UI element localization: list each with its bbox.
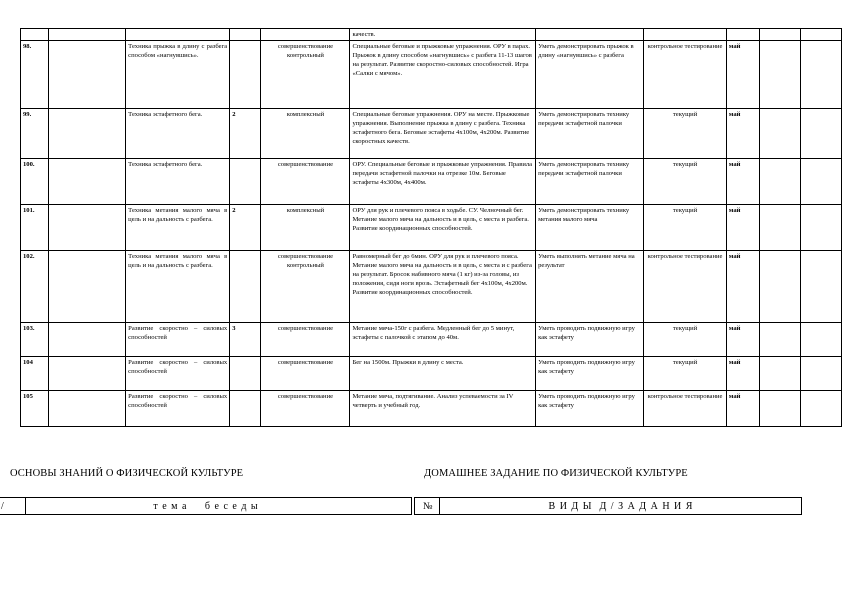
lesson-content: Равномерный бег до 6мин. ОРУ для рук и плечевого пояса. Метание малого мяча на дальность и в цель, с места и с разбега на результат. Бросок набивного мяча (1 кг) из-за головы, из положения, сидя ноги врозь. Эстафетный бег 4х100м, 4х200м. Развитие координационных способностей. — [350, 251, 536, 323]
empty-cell — [48, 357, 126, 391]
empty-cell — [801, 41, 842, 109]
requirements: Уметь проводить подвижную игру как эстафету — [536, 391, 644, 427]
lesson-term: май — [726, 357, 759, 391]
lesson-term: май — [726, 251, 759, 323]
empty-cell — [760, 357, 801, 391]
empty-cell — [760, 159, 801, 205]
empty-cell — [48, 109, 126, 159]
lesson-number: 105 — [21, 391, 49, 427]
empty-cell — [801, 323, 842, 357]
lesson-type: комплексный — [261, 205, 350, 251]
hours-count — [230, 251, 261, 323]
requirements: Уметь демонстрировать технику передачи эстафетной палочки — [536, 159, 644, 205]
homework-number-label: № — [423, 501, 433, 512]
requirements: Уметь демонстрировать технику передачи эстафетной палочки — [536, 109, 644, 159]
lesson-number: 104 — [21, 357, 49, 391]
control-type: текущий — [644, 159, 727, 205]
lesson-number: 102. — [21, 251, 49, 323]
lesson-theme: Развитие скоростно – силовых способностей — [126, 357, 230, 391]
lesson-type: совершенствование контрольный — [261, 41, 350, 109]
control-type: текущий — [644, 109, 727, 159]
empty-cell — [48, 41, 126, 109]
hours-count — [230, 159, 261, 205]
lesson-number: 98. — [21, 41, 49, 109]
lesson-content: ОРУ для рук и плечевого пояса в ходьбе. СУ. Челночный бег. Метание малого мяча на дальность и в цель, с места и разбега. Развитие координационных способностей. — [350, 205, 536, 251]
lesson-content: Специальные беговые упражнения. ОРУ на месте. Прыжковые упражнения. Выполнение прыжка в длину с разбега. Техника эстафетного бега. Беговые эстафеты 4х100м, 4х200м. Развитие скоростных качеств. — [350, 109, 536, 159]
hours-count: 2 — [230, 205, 261, 251]
control-type: контрольное тестирование — [644, 41, 727, 109]
lesson-content: Метание мяча, подтягивание. Анализ успеваемости за IV четверть и учебный год. — [350, 391, 536, 427]
lesson-content: Бег на 1500м. Прыжки в длину с места. — [350, 357, 536, 391]
lesson-type: совершенствование — [261, 159, 350, 205]
lesson-theme: Техника эстафетного бега. — [126, 109, 230, 159]
hours-count: 3 — [230, 323, 261, 357]
lesson-theme: Техника метания малого мяча в цель и на дальность с разбега. — [126, 251, 230, 323]
requirements: Уметь выполнять метание мяча на результат — [536, 251, 644, 323]
hours-count — [230, 357, 261, 391]
requirements: Уметь демонстрировать прыжок в длину «нагнувшись» с разбега — [536, 41, 644, 109]
empty-cell — [801, 205, 842, 251]
empty-cell — [801, 251, 842, 323]
empty-cell — [760, 323, 801, 357]
lesson-type: совершенствование контрольный — [261, 251, 350, 323]
knowledge-heading: ОСНОВЫ ЗНАНИЙ О ФИЗИЧЕСКОЙ КУЛЬТУРЕ — [10, 468, 244, 479]
knowledge-number-label: / — [1, 501, 4, 512]
lesson-term: май — [726, 323, 759, 357]
table-row — [21, 391, 842, 427]
lesson-content: ОРУ. Специальные беговые и прыжковые упражнения. Правила передачи эстафетной палочки на отрезке 10м. Беговые эстафеты 4х300м, 4х400м. — [350, 159, 536, 205]
lesson-theme: Техника эстафетного бега. — [126, 159, 230, 205]
table-row — [21, 41, 842, 109]
requirements: Уметь проводить подвижную игру как эстафету — [536, 323, 644, 357]
hours-count: 2 — [230, 109, 261, 159]
table-row-top — [21, 29, 842, 41]
lesson-term: май — [726, 159, 759, 205]
requirements: Уметь демонстрировать технику метания малого мяча — [536, 205, 644, 251]
lesson-content: Специальные беговые и прыжковые упражнения. ОРУ в парах. Прыжок в длину способом «нагнувшись» с разбега 11-13 шагов на результат. Развитие скоростно-силовых способностей. Игра «Салки с мячом». — [350, 41, 536, 109]
top-note: качеств. — [350, 29, 536, 41]
control-type: текущий — [644, 323, 727, 357]
lesson-theme: Техника метания малого мяча в цель и на дальность с разбега. — [126, 205, 230, 251]
lesson-term: май — [726, 205, 759, 251]
empty-cell — [760, 205, 801, 251]
lesson-content: Метание мяча-150г с разбега. Медленный бег до 5 минут, эстафеты с палочкой с этапом до 40м. — [350, 323, 536, 357]
lesson-type: совершенствование — [261, 391, 350, 427]
empty-cell — [48, 391, 126, 427]
lesson-theme: Развитие скоростно – силовых способностей — [126, 391, 230, 427]
lesson-type: совершенствование — [261, 357, 350, 391]
lesson-number: 99. — [21, 109, 49, 159]
table-row — [21, 205, 842, 251]
lesson-type: комплексный — [261, 109, 350, 159]
empty-cell — [801, 159, 842, 205]
empty-cell — [48, 251, 126, 323]
hours-count — [230, 41, 261, 109]
empty-cell — [760, 391, 801, 427]
table-row — [21, 251, 842, 323]
empty-cell — [760, 109, 801, 159]
homework-types-header: В И Д Ы Д / З А Д А Н И Я — [548, 501, 694, 512]
empty-cell — [801, 109, 842, 159]
homework-header-box — [414, 497, 802, 515]
empty-cell — [48, 205, 126, 251]
lesson-number: 101. — [21, 205, 49, 251]
table-row — [21, 357, 842, 391]
lesson-type: совершенствование — [261, 323, 350, 357]
control-type: текущий — [644, 357, 727, 391]
empty-cell — [801, 391, 842, 427]
empty-cell — [48, 159, 126, 205]
control-type: контрольное тестирование — [644, 391, 727, 427]
lesson-plan-table — [20, 28, 842, 427]
empty-cell — [760, 251, 801, 323]
hours-count — [230, 391, 261, 427]
lesson-number: 100. — [21, 159, 49, 205]
lesson-term: май — [726, 41, 759, 109]
empty-cell — [801, 357, 842, 391]
lesson-theme: Техника прыжка в длину с разбега способом «нагнувшись». — [126, 41, 230, 109]
knowledge-header-box — [0, 497, 412, 515]
lesson-number: 103. — [21, 323, 49, 357]
homework-heading: ДОМАШНЕЕ ЗАДАНИЕ ПО ФИЗИЧЕСКОЙ КУЛЬТУРЕ — [424, 468, 688, 479]
lesson-term: май — [726, 109, 759, 159]
empty-cell — [760, 41, 801, 109]
control-type: текущий — [644, 205, 727, 251]
table-row — [21, 323, 842, 357]
lesson-theme: Развитие скоростно – силовых способностей — [126, 323, 230, 357]
lesson-term: май — [726, 391, 759, 427]
topic-header: т е м а б е с е д ы — [153, 501, 259, 512]
table-row — [21, 109, 842, 159]
empty-cell — [48, 323, 126, 357]
control-type: контрольное тестирование — [644, 251, 727, 323]
requirements: Уметь проводить подвижную игру как эстафету — [536, 357, 644, 391]
table-row — [21, 159, 842, 205]
